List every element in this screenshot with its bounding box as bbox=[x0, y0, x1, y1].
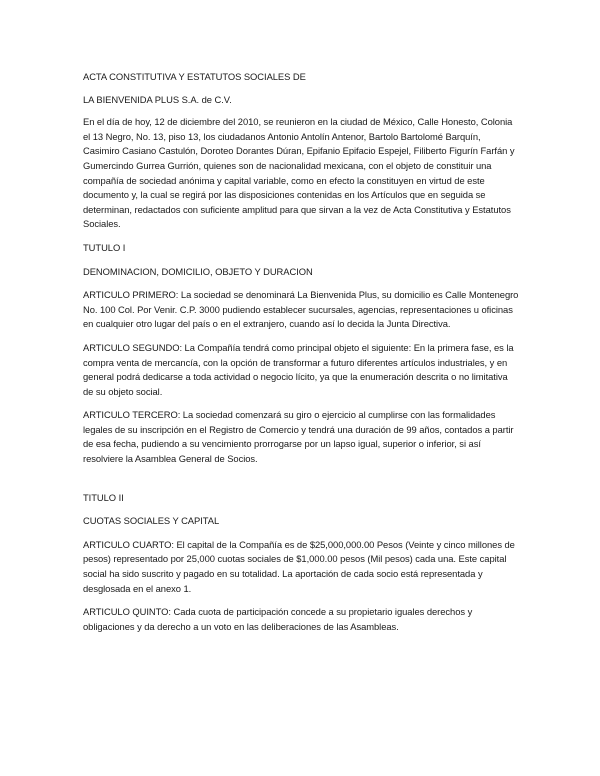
article-1-paragraph: ARTICULO PRIMERO: La sociedad se denominará La Bienvenida Plus, su domicilio es Calle Montenegro No. 100 Col. Por Venir. C.P. 3000 pudiendo establecer sucursales, agencias, representaciones u oficinas en cualquier otro lugar del país o en el extranjero, cuando así lo decida la Junta Directiva. bbox=[83, 289, 519, 330]
article-3-paragraph: ARTICULO TERCERO: La sociedad comenzará su giro o ejercicio al cumplirse con las formalidades legales de su inscripción en el Registro de Comercio y tendrá una duración de 99 años, contados a partir de esa fecha, pudiendo a su vencimiento prorrogarse por un lapso igual, superior o inferior, si así resolviere la Asamblea General de Socios. bbox=[83, 409, 514, 465]
title-line-1: ACTA CONSTITUTIVA Y ESTATUTOS SOCIALES DE bbox=[83, 71, 306, 82]
title-2-heading: TITULO II bbox=[83, 491, 124, 503]
intro-paragraph: En el día de hoy, 12 de diciembre del 2010, se reunieron en la ciudad de México, Calle Honesto, Colonia el 13 Negro, No. 13, piso 13, los ciudadanos Antonio Antolín Antenor, Bartolo Bartolomé Barquín, Casimiro Casiano Castulón, Doroteo Dorantes Dúran, Epifanio Epifacio Espejel, Filiberto Figurín Farfán y Gumercindo Gurrea Gurrión, quienes son de nacionalidad mexicana, con el objeto de constituir una compañía de sociedad anónima y capital variable, como en efecto la constituyen en virtud de este documento y, la cual se regirá por las disposiciones contenidas en los Artículos que en seguida se determinan, redactados con suficiente amplitud para que sirvan a la vez de Acta Constitutiva y Estatutos Sociales. bbox=[83, 116, 515, 230]
title-1-heading: TUTULO I bbox=[83, 241, 126, 253]
document-body bbox=[83, 70, 519, 634]
article-4-paragraph: ARTICULO CUARTO: El capital de la Compañía es de $25,000,000.00 Pesos (Veinte y cinco millones de pesos) representado por 25,000 cuotas sociales de $1,000.00 pesos (Mil pesos) cada una. Este capital social ha sido suscrito y pagado en su totalidad. La aportación de cada socio está representada y desglosada en el anexo 1. bbox=[83, 538, 515, 594]
article-2-paragraph: ARTICULO SEGUNDO: La Compañía tendrá como principal objeto el siguiente: En la primera fase, es la compra venta de mercancía, con la opción de transformar a futuro diferentes artículos industriales, y en general podrá dedicarse a toda actividad o negocio lícito, ya que la enumeración descrita o no limitativa de su objeto social. bbox=[83, 341, 514, 397]
title-line-2: LA BIENVENIDA PLUS S.A. de C.V. bbox=[83, 93, 232, 105]
title-1-subheading: DENOMINACION, DOMICILIO, OBJETO Y DURACION bbox=[83, 265, 313, 277]
article-5-paragraph: ARTICULO QUINTO: Cada cuota de participación concede a su propietario iguales derechos y obligaciones y da derecho a un voto en las deliberaciones de las Asambleas. bbox=[83, 606, 473, 632]
title-2-subheading: CUOTAS SOCIALES Y CAPITAL bbox=[83, 515, 220, 527]
